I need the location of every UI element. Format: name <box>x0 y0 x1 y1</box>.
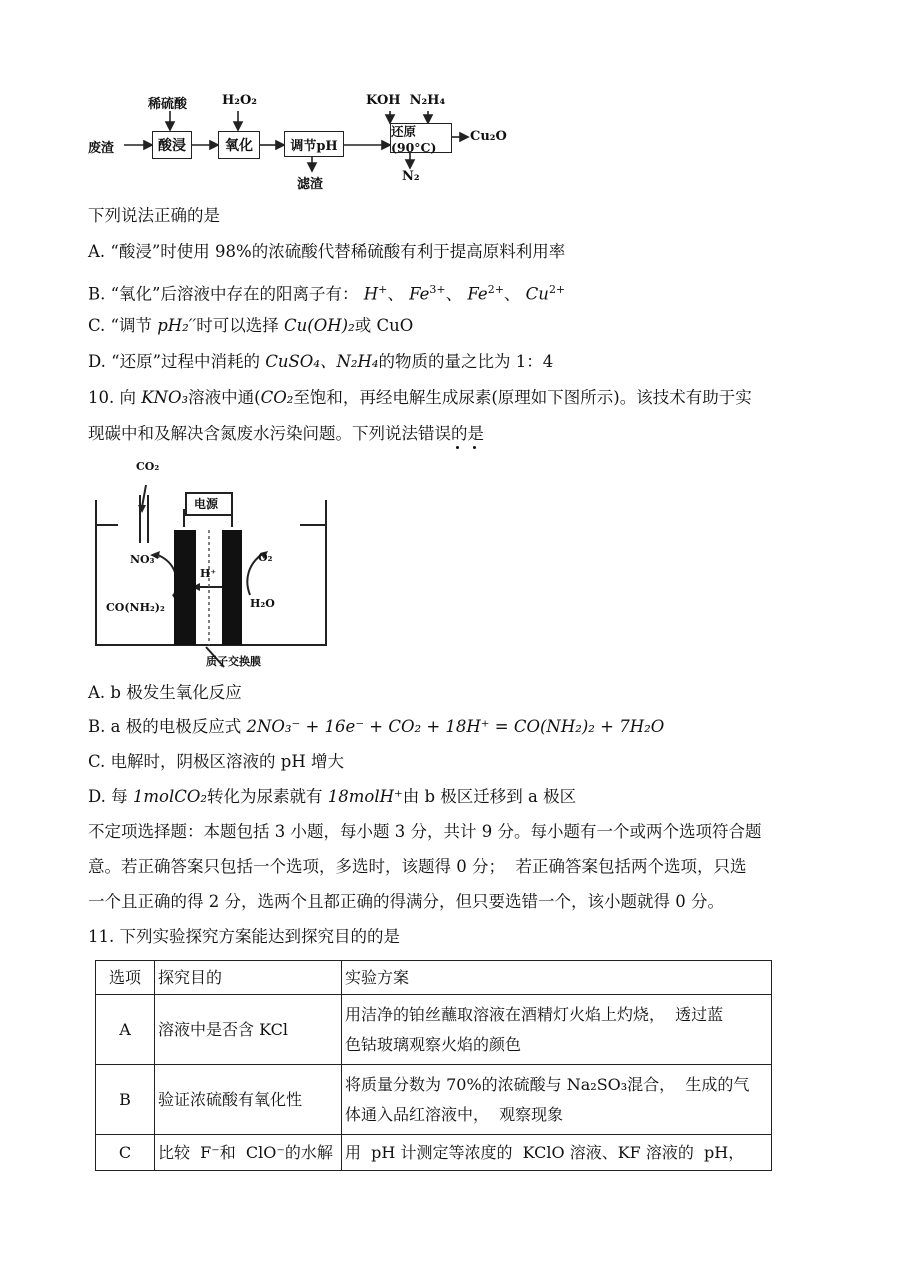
q10-mid: 溶液中通( <box>188 388 261 407</box>
flow-box-reduction: 还原(90°C) <box>390 123 452 153</box>
math-kno3: KNO₃ <box>141 388 189 407</box>
ion-fe2: Fe <box>467 284 488 304</box>
q9-option-c <box>88 315 413 337</box>
flow-input-label: 废渣 <box>88 141 115 156</box>
diagram-hplus-label: H⁺ <box>200 567 217 580</box>
diagram-membrane-label: 质子交换膜 <box>206 655 261 668</box>
section-instruction-line3: 一个且正确的得 2 分，选两个且都正确的得满分，但只要选错一个，该小题就得 0 分。 <box>88 892 724 911</box>
q10-stem-line2: 现碳中和及解决含氮废水污染问题。下列说法错误的是 <box>88 424 484 443</box>
row-a-plan <box>342 995 772 1065</box>
q10-prefix: 10. 向 <box>88 388 142 407</box>
table-header-row <box>96 961 772 995</box>
q9-option-d-post: 的物质的量之比为 1：4 <box>378 352 554 371</box>
diagram-urea-label: CO(NH₂)₂ <box>106 601 165 614</box>
charge: 2+ <box>487 283 504 296</box>
section-instruction-line1: 不定项选择题：本题包括 3 小题，每小题 3 分，共计 9 分。每小题有一个或两个选项符合题 <box>88 822 762 841</box>
q10-option-d <box>88 786 576 808</box>
flow-residue-label: 滤渣 <box>297 177 324 192</box>
q11-stem: 11. 下列实验探究方案能达到探究目的的是 <box>88 927 400 946</box>
row-c-purpose: 比较 F⁻和 ClO⁻的水解 <box>155 1135 342 1171</box>
q10-option-d-mid: 转化为尿素就有 <box>207 787 328 806</box>
math-cuoh2: Cu(OH)₂ <box>284 316 355 335</box>
row-a-plan-line1: 用洁净的铂丝蘸取溶液在酒精灯火焰上灼烧， 透过蓝 <box>345 1004 724 1024</box>
table-row <box>96 1065 772 1135</box>
row-a-option: A <box>96 995 155 1065</box>
math-ph: pH₂′′ <box>157 316 197 335</box>
q9-option-c-post: 或 CuO <box>354 316 414 335</box>
charge: 3+ <box>429 283 446 296</box>
q9-option-a: A. “酸浸”时使用 98%的浓硫酸代替稀硫酸有利于提高原料利用率 <box>88 242 566 261</box>
flow-output-label: Cu₂O <box>470 129 507 144</box>
math-co2: CO₂ <box>260 388 294 407</box>
q10-option-b-text: B. a 极的电极反应式 <box>88 717 247 736</box>
q10-option-a: A. b 极发生氧化反应 <box>88 683 242 702</box>
process-flowchart <box>88 85 548 195</box>
diagram-h2o-label: H₂O <box>250 597 275 610</box>
emphasis-dots <box>456 446 480 450</box>
q10-stem-line1 <box>88 387 752 409</box>
flow-n2-label: N₂ <box>402 169 420 184</box>
q9-option-d-text: D. “还原”过程中消耗的 <box>88 352 266 371</box>
flow-box-acid-leach: 酸浸 <box>152 131 192 159</box>
row-b-option: B <box>96 1065 155 1135</box>
diagram-co2-label: CO₂ <box>136 460 160 473</box>
section-instruction-line2: 意。若正确答案只包括一个选项，多选时，该题得 0 分； 若正确答案包括两个选项，只选 <box>88 857 747 876</box>
ion-h: H <box>363 284 379 304</box>
q9-option-b: B. “氧化”后溶液中存在的阳离子有： H+、 $Fe^{3+}$、 $Fe^{2+}$、 $Cu^{2+}$ <box>88 283 566 304</box>
q10-option-c: C. 电解时，阴极区溶液的 pH 增大 <box>88 752 344 771</box>
cell-drawing <box>88 455 338 670</box>
header-plan: 实验方案 <box>342 961 772 995</box>
diagram-no3-label: NO₃⁻ <box>130 553 161 566</box>
charge: + <box>378 283 388 296</box>
ion-fe3: Fe <box>409 284 430 304</box>
q9-stem: 下列说法正确的是 <box>88 206 220 225</box>
header-option: 选项 <box>96 961 155 995</box>
q10-option-d-post: 由 b 极区迁移到 a 极区 <box>402 787 577 806</box>
q9-option-d <box>88 351 553 373</box>
flow-reagent-h2o2: H₂O₂ <box>222 93 257 108</box>
row-b-purpose: 验证浓硫酸有氧化性 <box>155 1065 342 1135</box>
math-1molco2: 1molCO₂ <box>132 787 208 806</box>
header-purpose: 探究目的 <box>155 961 342 995</box>
diagram-o2-label: O₂ <box>258 551 273 564</box>
q9-option-c-text: C. “调节 <box>88 316 158 335</box>
row-c-option: C <box>96 1135 155 1171</box>
row-a-purpose: 溶液中是否含 KCl <box>155 995 342 1065</box>
flow-box-oxidation: 氧化 <box>218 131 260 159</box>
diagram-power-label: 电源 <box>194 497 219 511</box>
math-18molh: 18molH⁺ <box>327 787 403 806</box>
experiment-table <box>95 960 772 1171</box>
charge: 2+ <box>548 283 566 296</box>
row-a-plan-line2: 色钴玻璃观察火焰的颜色 <box>345 1034 522 1054</box>
math-electrode-equation: 2NO₃⁻ + 16e⁻ + CO₂ + 18H⁺ = CO(NH₂)₂ + 7H₂O <box>246 717 665 736</box>
q9-option-c-mid: 时可以选择 <box>196 316 285 335</box>
q9-option-b-text: B. “氧化”后溶液中存在的阳离子有： <box>88 284 359 304</box>
ion-cu2: Cu <box>525 284 549 304</box>
row-c-plan: 用 pH 计测定等浓度的 KClO 溶液、KF 溶液的 pH， <box>342 1135 772 1171</box>
table-row <box>96 995 772 1065</box>
row-b-plan <box>342 1065 772 1135</box>
q10-option-b <box>88 716 664 738</box>
q10-option-d-text: D. 每 <box>88 787 133 806</box>
flow-box-adjust-ph: 调节pH <box>284 131 344 157</box>
table-row <box>96 1135 772 1171</box>
flow-reagent-koh-n2h4: KOH N₂H₄ <box>366 93 446 108</box>
q10-post: 至饱和，再经电解生成尿素(原理如下图所示)。该技术有助于实 <box>293 388 752 407</box>
row-b-plan-line1: 将质量分数为 70%的浓硫酸与 Na₂SO₃混合， 生成的气 <box>345 1074 750 1094</box>
flow-reagent-dilute-acid: 稀硫酸 <box>148 97 188 112</box>
math-formulas: CuSO₄、N₂H₄ <box>265 352 379 371</box>
row-b-plan-line2: 体通入品红溶液中， 观察现象 <box>345 1104 564 1124</box>
electrolysis-diagram <box>88 455 338 670</box>
